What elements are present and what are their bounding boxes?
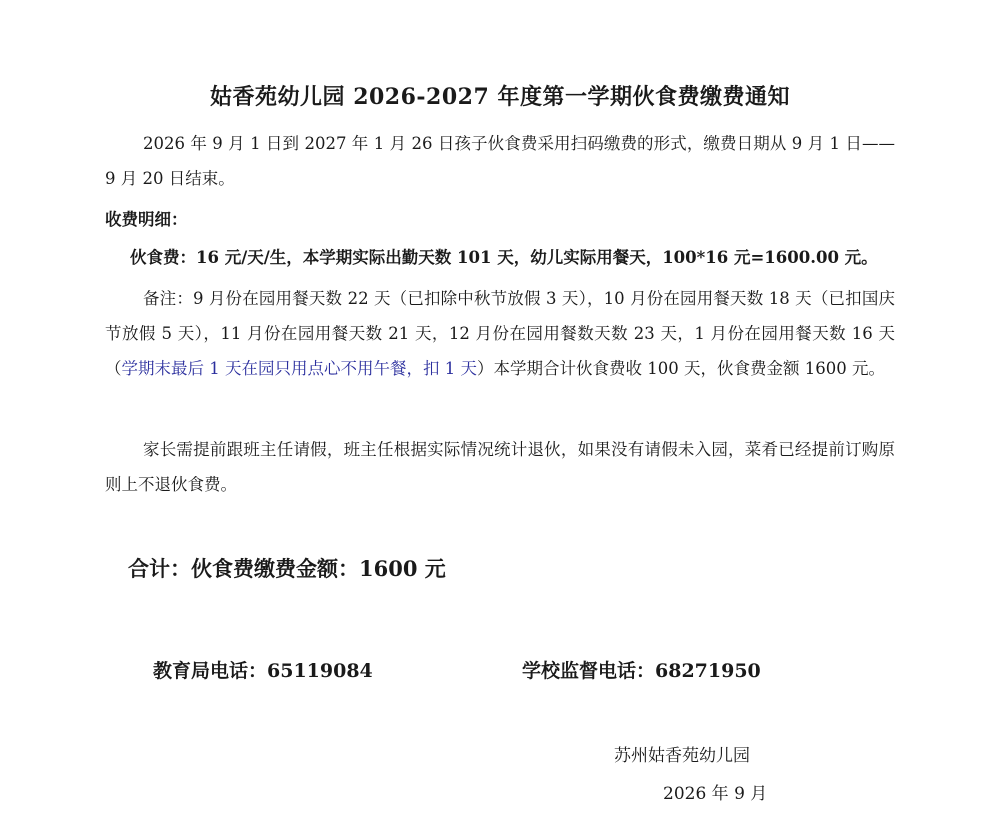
parent-notice-paragraph: 家长需提前跟班主任请假，班主任根据实际情况统计退伙，如果没有请假未入园，菜肴已经提前订购原则上不退伙食费。: [105, 440, 895, 494]
education-bureau-phone: 教育局电话：65119084: [153, 660, 373, 682]
note-paragraph: [105, 281, 895, 386]
notice-title: 姑香苑幼儿园 2026-2027 年度第一学期伙食费缴费通知: [210, 84, 790, 110]
total-amount: 合计：伙食费缴费金额：1600 元: [128, 556, 446, 581]
note-highlight-text: 学期末最后 1 天在园只用点心不用午餐，扣 1 天: [121, 359, 477, 378]
fee-line: 伙食费：16 元/天/生，本学期实际出勤天数 101 天，幼儿实际用餐天，100*16 元=1600.00 元。: [130, 248, 878, 267]
signature-organization: 苏州姑香苑幼儿园: [614, 746, 750, 766]
intro-paragraph: 2026 年 9 月 1 日到 2027 年 1 月 26 日孩子伙食费采用扫码缴费的形式，缴费日期从 9 月 1 日——9 月 20 日结束。: [105, 134, 895, 188]
note-text-part2: ）本学期合计伙食费收 100 天，伙食费金额 1600 元。: [476, 359, 885, 378]
note-text-part1: 备注：9 月份在园用餐天数 22 天（已扣除中秋节放假 3 天），10 月份在园用餐天数 18 天（已扣国庆节放假 5 天），11 月份在园用餐天数 21 天，12 月份在园用餐数天数 23 天，1 月份在园用餐天数 16 天（: [105, 289, 895, 378]
fee-details-heading: 收费明细：: [105, 210, 188, 229]
signature-date: 2026 年 9 月: [663, 784, 768, 804]
school-supervision-phone: 学校监督电话：68271950: [522, 660, 761, 682]
